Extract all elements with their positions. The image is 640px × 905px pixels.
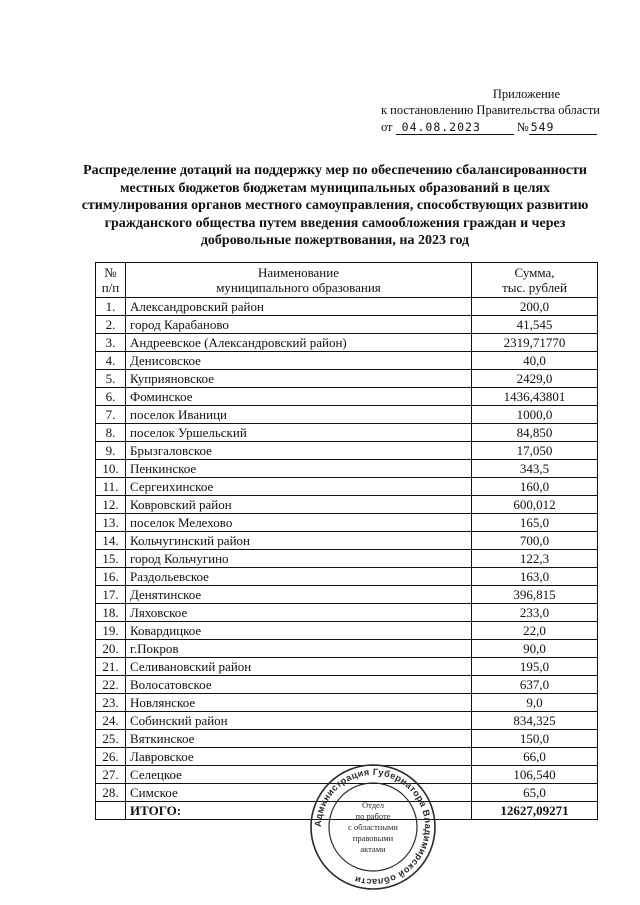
table-row: [96, 550, 598, 568]
document-title: Распределение дотаций на поддержку мер по обеспечению сбалансированности местных бюджетов бюджетам муниципальных образований в целях стимулирования органов местного самоуправления, способствующих развитию гражданского общества путем введения самообложения граждан и через добровольные пожертвования, на 2023 год: [81, 163, 589, 249]
row-number: 19.: [96, 622, 126, 640]
row-sum: 637,0: [472, 676, 598, 694]
row-number: 4.: [96, 352, 126, 370]
table-row: [96, 460, 598, 478]
row-number: 23.: [96, 694, 126, 712]
stamp-center-line: по работе: [355, 811, 391, 821]
row-number: 22.: [96, 676, 126, 694]
header-name-line1: Наименование: [258, 265, 339, 280]
table-row: [96, 442, 598, 460]
header-name-line2: муниципального образования: [216, 280, 381, 295]
total-label: ИТОГО:: [126, 802, 472, 820]
row-sum: 1436,43801: [472, 388, 598, 406]
row-sum: 2429,0: [472, 370, 598, 388]
official-stamp: [308, 762, 438, 892]
row-number: 10.: [96, 460, 126, 478]
table-row: [96, 298, 598, 316]
table-row: [96, 514, 598, 532]
distribution-table: [95, 262, 598, 820]
table-row: [96, 676, 598, 694]
row-number: 16.: [96, 568, 126, 586]
table-row: [96, 370, 598, 388]
row-number: 21.: [96, 658, 126, 676]
row-number: 13.: [96, 514, 126, 532]
row-number: 24.: [96, 712, 126, 730]
row-name: Вяткинское: [126, 730, 472, 748]
row-name: Денятинское: [126, 586, 472, 604]
table-row: [96, 532, 598, 550]
total-empty-cell: [96, 802, 126, 820]
table-row: [96, 712, 598, 730]
number-prefix: №: [516, 120, 529, 134]
row-name: Ковровский район: [126, 496, 472, 514]
row-number: 18.: [96, 604, 126, 622]
table-row: [96, 352, 598, 370]
table-row: [96, 586, 598, 604]
header-number-line2: п/п: [101, 280, 120, 295]
row-name: Новлянское: [126, 694, 472, 712]
row-name: Волосатовское: [126, 676, 472, 694]
row-number: 1.: [96, 298, 126, 316]
row-name: Симское: [126, 784, 472, 802]
header-sum-line2: тыс. рублей: [502, 280, 567, 295]
row-number: 5.: [96, 370, 126, 388]
row-sum: 233,0: [472, 604, 598, 622]
row-name: Раздольевское: [126, 568, 472, 586]
row-sum: 66,0: [472, 748, 598, 766]
row-name: город Карабаново: [126, 316, 472, 334]
row-name: Ковардицкое: [126, 622, 472, 640]
table-row: [96, 604, 598, 622]
appendix-label: Приложение: [492, 87, 560, 101]
row-sum: 2319,71770: [472, 334, 598, 352]
row-sum: 22,0: [472, 622, 598, 640]
resolution-date: 04.08.2023: [396, 121, 514, 135]
row-sum: 160,0: [472, 478, 598, 496]
row-number: 26.: [96, 748, 126, 766]
row-sum: 396,815: [472, 586, 598, 604]
row-name: Брызгаловское: [126, 442, 472, 460]
stamp-center-line: с областными: [348, 822, 398, 832]
table-row: [96, 658, 598, 676]
row-sum: 90,0: [472, 640, 598, 658]
resolution-reference: к постановлению Правительства области: [380, 103, 600, 117]
header-sum-line1: Сумма,: [514, 265, 555, 280]
row-number: 3.: [96, 334, 126, 352]
row-name: город Кольчугино: [126, 550, 472, 568]
row-name: Ляховское: [126, 604, 472, 622]
row-number: 12.: [96, 496, 126, 514]
row-name: поселок Иваници: [126, 406, 472, 424]
row-number: 2.: [96, 316, 126, 334]
row-name: Александровский район: [126, 298, 472, 316]
table-row: [96, 334, 598, 352]
header-number-line1: №: [104, 265, 117, 280]
row-sum: 600,012: [472, 496, 598, 514]
row-sum: 106,540: [472, 766, 598, 784]
table-row: [96, 316, 598, 334]
row-name: г.Покров: [126, 640, 472, 658]
row-name: поселок Уршельский: [126, 424, 472, 442]
row-number: 15.: [96, 550, 126, 568]
row-name: Андреевское (Александровский район): [126, 334, 472, 352]
row-name: Кольчугинский район: [126, 532, 472, 550]
row-sum: 17,050: [472, 442, 598, 460]
row-sum: 195,0: [472, 658, 598, 676]
resolution-date-number: [381, 119, 600, 135]
table-row: [96, 388, 598, 406]
header-number: [96, 263, 126, 298]
date-prefix: от: [380, 120, 393, 134]
appendix-block: [381, 86, 600, 135]
row-number: 27.: [96, 766, 126, 784]
row-number: 6.: [96, 388, 126, 406]
resolution-number: 549: [529, 121, 597, 135]
header-sum: [472, 263, 598, 298]
row-sum: 165,0: [472, 514, 598, 532]
row-sum: 200,0: [472, 298, 598, 316]
table-row: [96, 694, 598, 712]
row-number: 20.: [96, 640, 126, 658]
table-row: [96, 568, 598, 586]
stamp-center-line: правовыми: [352, 833, 394, 843]
row-name: Фоминское: [126, 388, 472, 406]
stamp-ring-textpath: Администрация Губернатора Владимирской области: [312, 766, 434, 888]
row-number: 9.: [96, 442, 126, 460]
row-number: 28.: [96, 784, 126, 802]
row-sum: 150,0: [472, 730, 598, 748]
row-number: 7.: [96, 406, 126, 424]
row-name: Куприяновское: [126, 370, 472, 388]
row-sum: 65,0: [472, 784, 598, 802]
row-name: Денисовское: [126, 352, 472, 370]
table-row: [96, 424, 598, 442]
row-sum: 834,325: [472, 712, 598, 730]
row-name: Лавровское: [126, 748, 472, 766]
row-name: Селивановский район: [126, 658, 472, 676]
row-sum: 122,3: [472, 550, 598, 568]
table-row: [96, 496, 598, 514]
row-number: 25.: [96, 730, 126, 748]
table-row: [96, 640, 598, 658]
row-name: поселок Мелехово: [126, 514, 472, 532]
row-name: Пенкинское: [126, 460, 472, 478]
total-sum: 12627,09271: [472, 802, 598, 820]
row-name: Селецкое: [126, 766, 472, 784]
table-row: [96, 406, 598, 424]
row-sum: 40,0: [472, 352, 598, 370]
row-sum: 1000,0: [472, 406, 598, 424]
row-sum: 343,5: [472, 460, 598, 478]
row-number: 8.: [96, 424, 126, 442]
stamp-center-line: актами: [360, 844, 386, 854]
header-name: [126, 263, 472, 298]
stamp-center-line: Отдел: [361, 800, 385, 810]
row-number: 14.: [96, 532, 126, 550]
table-body: [96, 298, 598, 802]
row-sum: 163,0: [472, 568, 598, 586]
row-name: Сергеихинское: [126, 478, 472, 496]
table-header-row: [96, 263, 598, 298]
row-number: 17.: [96, 586, 126, 604]
row-sum: 9,0: [472, 694, 598, 712]
table-row: [96, 730, 598, 748]
row-sum: 84,850: [472, 424, 598, 442]
stamp-center-text: [348, 800, 398, 854]
row-sum: 41,545: [472, 316, 598, 334]
row-name: Собинский район: [126, 712, 472, 730]
table-row: [96, 622, 598, 640]
table-row: [96, 478, 598, 496]
row-sum: 700,0: [472, 532, 598, 550]
row-number: 11.: [96, 478, 126, 496]
